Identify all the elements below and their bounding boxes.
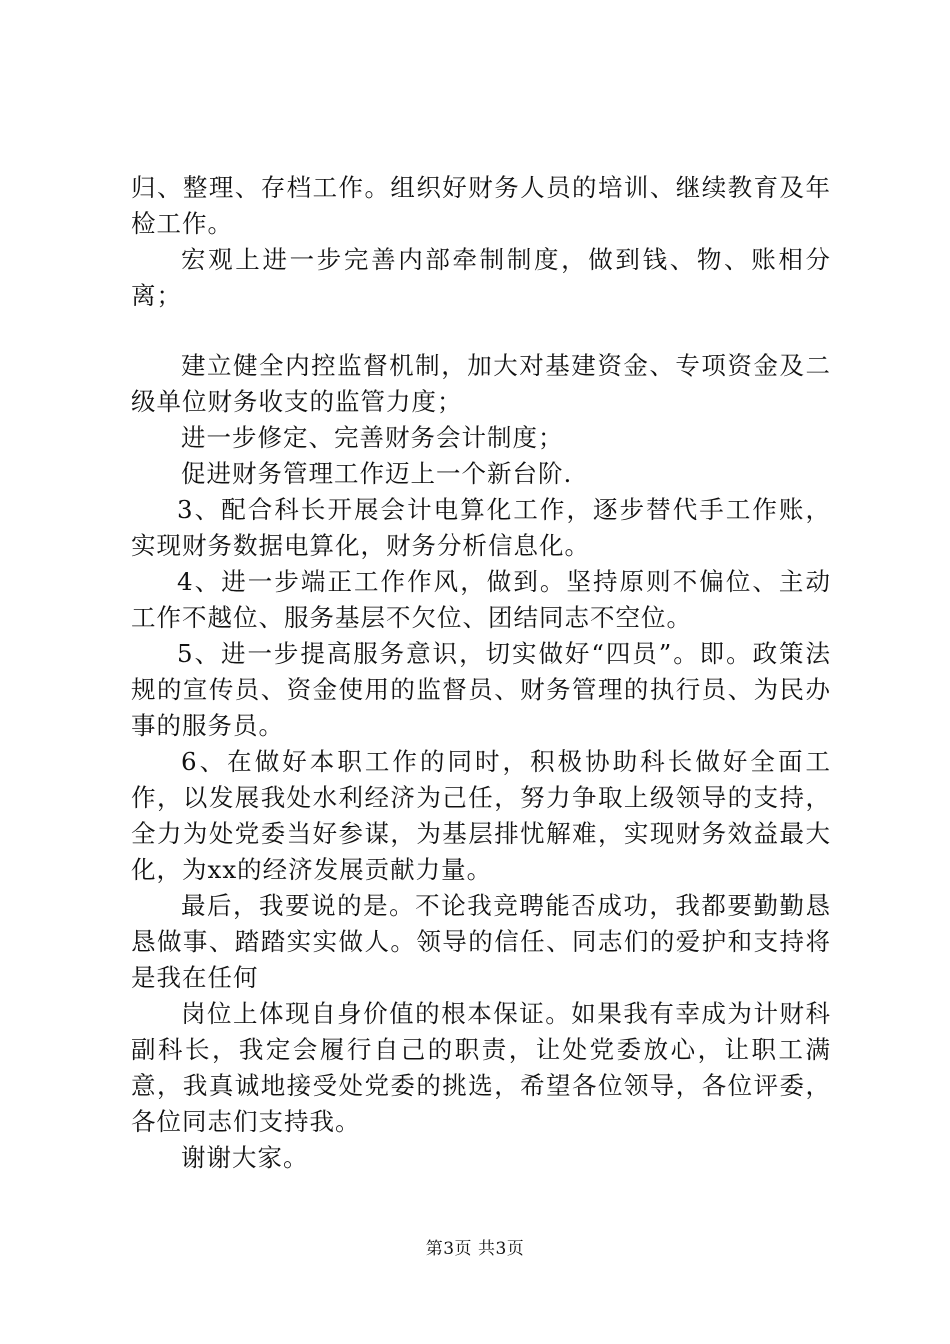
paragraph-accounting-system: 进一步修定、完善财务会计制度； (181, 423, 564, 452)
paragraph-gap (131, 314, 831, 348)
paragraph-archive-work: 归、整理、存档工作。组织好财务人员的培训、继续教育及年检工作。 (131, 173, 831, 238)
paragraph-item-3: 3、配合科长开展会计电算化工作，逐步替代手工作账，实现财务数据电算化，财务分析信息化。 (131, 495, 831, 560)
document-body (131, 170, 831, 1176)
paragraph-thanks: 谢谢大家。 (181, 1143, 309, 1172)
paragraph-internal-control: 宏观上进一步完善内部牵制制度，做到钱、物、账相分离； (131, 245, 831, 310)
page-number-footer: 第3页 共3页 (425, 1239, 525, 1259)
paragraph-item-5: 5、进一步提高服务意识，切实做好“四员”。即。政策法规的宣传员、资金使用的监督员、财务管理的执行员、为民办事的服务员。 (131, 639, 831, 740)
paragraph-new-level: 促进财务管理工作迈上一个新台阶. (181, 459, 573, 488)
paragraph-supervision-mechanism: 建立健全内控监督机制，加大对基建资金、专项资金及二级单位财务收支的监管力度； (131, 351, 831, 416)
paragraph-item-4: 4、进一步端正工作作风，做到。坚持原则不偏位、主动工作不越位、服务基层不欠位、团结同志不空位。 (131, 567, 831, 632)
paragraph-commitment: 岗位上体现自身价值的根本保证。如果我有幸成为计财科副科长，我定会履行自己的职责，让处党委放心，让职工满意，我真诚地接受处党委的挑选，希望各位领导，各位评委，各位同志们支持我。 (131, 999, 831, 1136)
paragraph-conclusion: 最后，我要说的是。不论我竞聘能否成功，我都要勤勤恳恳做事、踏踏实实做人。领导的信任、同志们的爱护和支持将是我在任何 (131, 891, 831, 992)
paragraph-item-6: 6、在做好本职工作的同时，积极协助科长做好全面工作，以发展我处水利经济为己任，努力争取上级领导的支持，全力为处党委当好参谋，为基层排忧解难，实现财务效益最大化，为xx的经济发展贡献力量。 (131, 747, 831, 884)
